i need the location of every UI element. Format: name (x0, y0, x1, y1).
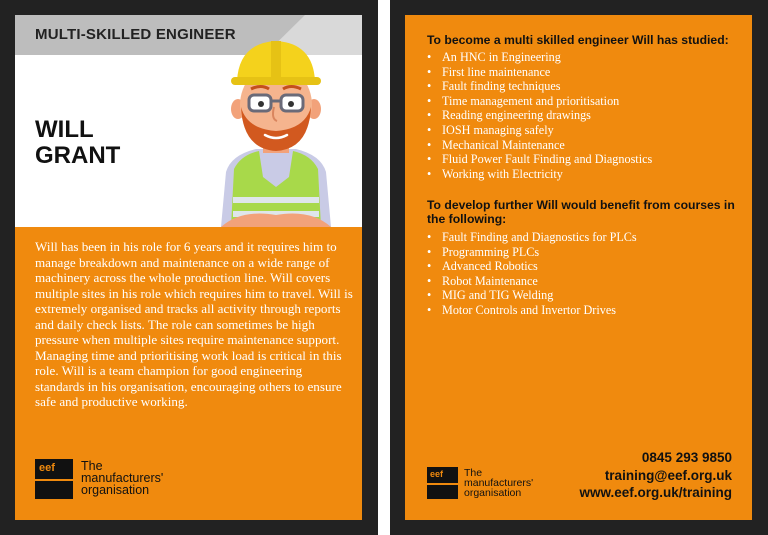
list-item: • Fault finding techniques (427, 79, 747, 94)
list-item: • First line maintenance (427, 65, 747, 80)
list-item: • Working with Electricity (427, 167, 747, 182)
first-name: WILL (35, 116, 94, 143)
phone-number: 0845 293 9850 (641, 450, 732, 465)
list-item: • Fault Finding and Diagnostics for PLCs (427, 230, 747, 245)
email-address[interactable]: training@eef.org.uk (604, 467, 732, 483)
studied-title: To become a multi skilled engineer Will has studied: (427, 33, 729, 47)
benefit-list (427, 230, 747, 318)
back-card (390, 0, 768, 535)
bio-text: Will has been in his role for 6 years and it requires him to manage breakdown and maintenance on a wide range of machinery across the whole production line. Will covers multiple sites in his role which requires him to travel. Will is extremely organised and tracks all activity through reports and daily check lists. The role can sometimes be high pressure when multiple sites require maintenance support. Managing time and prioritising work load is critical in this role. Will is a team champion for good engineering standards in his organisation, encouraging others to ensure safe and productive working. (35, 239, 353, 409)
front-card-face (15, 15, 362, 520)
list-item: • Fluid Power Fault Finding and Diagnostics (427, 152, 747, 167)
logo-tagline: The manufacturers' organisation (464, 467, 534, 499)
eef-logo-text: eef (39, 462, 55, 474)
list-item: • Robot Maintenance (427, 274, 747, 289)
eef-logo-text: eef (430, 469, 444, 479)
studied-list (427, 50, 747, 181)
list-item: • IOSH managing safely (427, 123, 747, 138)
list-item: • MIG and TIG Welding (427, 288, 747, 303)
website-link[interactable]: www.eef.org.uk/training (579, 485, 732, 500)
list-item: • Advanced Robotics (427, 259, 747, 274)
logo-tagline: The manufacturers' organisation (81, 459, 164, 497)
list-item: • Motor Controls and Invertor Drives (427, 303, 747, 318)
back-card-face (405, 15, 752, 520)
benefit-title: To develop further Will would benefit from courses in the following: (427, 198, 735, 226)
engineer-illustration (201, 37, 351, 227)
last-name: GRANT (35, 142, 121, 169)
eef-logo-mark (427, 467, 458, 499)
role-title: MULTI-SKILLED ENGINEER (35, 26, 236, 43)
contact-details (579, 449, 732, 502)
list-item: • Time management and prioritisation (427, 94, 747, 109)
profile-header (15, 15, 362, 227)
list-item: • Programming PLCs (427, 245, 747, 260)
front-card (0, 0, 378, 535)
list-item: • Reading engineering drawings (427, 108, 747, 123)
eef-logo-mark (35, 459, 73, 499)
list-item: • Mechanical Maintenance (427, 138, 747, 153)
person-name (35, 117, 120, 169)
list-item: • An HNC in Engineering (427, 50, 747, 65)
